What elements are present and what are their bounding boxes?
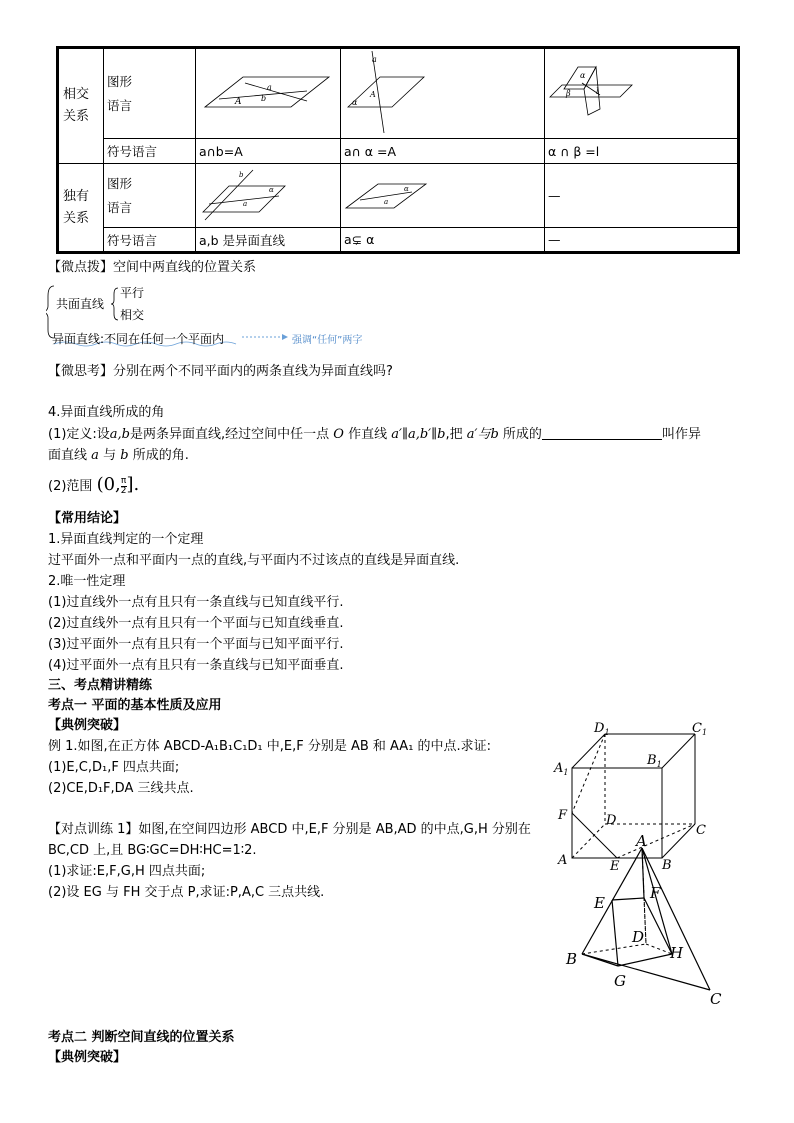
math: ]. <box>126 474 140 495</box>
vertex-E: E <box>594 894 605 912</box>
training1-line2: BC,CD 上,且 BG∶GC=DH∶HC=1∶2. <box>48 843 257 858</box>
vertex-D: D <box>606 813 617 828</box>
common-item: (2)过直线外一点有且只有一个平面与已知直线垂直. <box>48 616 344 631</box>
symbol-cell: a,b 是异面直线 <box>196 228 341 253</box>
micro-title: 【微点拨】空间中两直线的位置关系 <box>48 260 257 275</box>
label-l: l <box>596 87 599 96</box>
figure-label: 图形 <box>107 73 133 89</box>
text: (1)定义:设 <box>48 427 110 442</box>
text: 所成的角. <box>132 448 189 463</box>
symbol-cell: α ∩ β =l <box>545 139 739 164</box>
common-title: 【常用结论】 <box>48 511 127 526</box>
numerator: π <box>120 476 127 486</box>
group-label: 关系 <box>63 109 90 124</box>
common-item: (1)过直线外一点有且只有一条直线与已知直线平行. <box>48 595 344 610</box>
intersect-lines-figure <box>199 49 339 135</box>
common-item: (4)过平面外一点有且只有一条直线与已知平面垂直. <box>48 658 344 673</box>
answer-blank[interactable] <box>542 427 662 440</box>
label-A: A <box>235 97 242 107</box>
figure-label: 图形 <box>107 175 133 191</box>
label-alpha: α <box>352 98 358 107</box>
math: a′与b <box>466 427 499 442</box>
common-item: (3)过平面外一点有且只有一个平面与已知平面平行. <box>48 637 344 652</box>
figure-cell <box>196 48 341 139</box>
relation-table <box>56 46 740 254</box>
vertex-H: H <box>670 944 684 962</box>
vertex-A1: $A_1$ <box>554 761 569 777</box>
symbol-cell: — <box>545 228 739 253</box>
label-A: A <box>370 90 376 99</box>
figure-label: 语言 <box>107 199 133 215</box>
sec4-definition <box>48 423 701 442</box>
coplanar-label: 共面直线 <box>56 297 105 311</box>
symbol-cell: a∩ α =A <box>341 139 545 164</box>
vertex-C1: $C_1$ <box>692 721 708 737</box>
vertex-F: F <box>650 884 661 902</box>
vertex-G: G <box>614 972 626 990</box>
label-alpha: α <box>269 186 274 194</box>
figure-label: 语言 <box>107 97 133 113</box>
line-plane-intersect-figure <box>344 49 544 135</box>
label-alpha: α <box>404 185 409 193</box>
vertex-F: F <box>558 808 568 823</box>
text: 作直线 <box>348 427 388 442</box>
group-intersect <box>58 48 104 164</box>
label-alpha: α <box>580 71 586 80</box>
figure-label-cell <box>104 164 196 228</box>
text: ,把 <box>445 427 463 442</box>
figure-label-cell <box>104 48 196 139</box>
group-label: 独有 <box>63 188 90 204</box>
label-b: b <box>239 171 244 179</box>
sec4-title: 4.异面直线所成的角 <box>48 405 165 420</box>
vertex-E: E <box>610 859 620 874</box>
symbol-cell: a⊊ α <box>341 228 545 253</box>
example1-line2: (1)E,C,D₁,F 四点共面; <box>48 760 180 775</box>
emphasis-note: 强调“任何”两字 <box>292 335 363 346</box>
group-unique <box>58 164 104 253</box>
vertex-C: C <box>710 990 722 1008</box>
training1-line3: (1)求证:E,F,G,H 四点共面; <box>48 864 206 879</box>
vertex-D: D <box>632 928 645 946</box>
plane-plane-intersect-figure <box>548 49 737 135</box>
example1-line1: 例 1.如图,在正方体 ABCD-A₁B₁C₁D₁ 中,E,F 分别是 AB 和 AA₁ 的中点.求证: <box>48 739 492 754</box>
text: 面直线 <box>48 448 88 463</box>
common-t2: 2.唯一性定理 <box>48 574 126 589</box>
vertex-A: A <box>558 853 568 868</box>
figure-cell <box>341 48 545 139</box>
training1-line4: (2)设 EG 与 FH 交于点 P,求证:P,A,C 三点共线. <box>48 885 325 900</box>
symbol-cell: a∩b=A <box>196 139 341 164</box>
section3-title: 三、考点精讲精练 <box>48 678 153 693</box>
label-b: b <box>261 94 267 103</box>
math: (0, <box>96 474 121 495</box>
example1-line3: (2)CE,D₁F,DA 三线共点. <box>48 781 194 796</box>
dash-cell: — <box>545 164 739 228</box>
common-t1: 1.异面直线判定的一个定理 <box>48 532 204 547</box>
figure-cell <box>545 48 739 139</box>
label-beta: β <box>566 89 571 98</box>
typical2-title: 【典例突破】 <box>48 1050 127 1065</box>
group-label: 相交 <box>63 87 90 102</box>
vertex-B1: $B_1$ <box>647 753 662 769</box>
micro-think: 【微思考】分别在两个不同平面内的两条直线为异面直线吗? <box>48 364 393 379</box>
figure-cell <box>341 164 545 228</box>
math: O <box>333 427 344 442</box>
symbol-label: 符号语言 <box>104 228 196 253</box>
label-a: a <box>384 198 389 206</box>
vertex-C: C <box>696 823 706 838</box>
label-a: a <box>243 200 248 208</box>
vertex-A: A <box>636 832 647 850</box>
math: a <box>91 448 99 463</box>
kp1-title: 考点一 平面的基本性质及应用 <box>48 698 222 713</box>
label-a: a <box>372 55 377 64</box>
kp2-title: 考点二 判断空间直线的位置关系 <box>48 1030 235 1045</box>
math: b <box>120 448 129 463</box>
intersect-label: 相交 <box>120 308 145 322</box>
math: a,b <box>109 427 131 442</box>
training1-line1: 【对点训练 1】如图,在空间四边形 ABCD 中,E,F 分别是 AB,AD 的中点,G,H 分别在 <box>48 822 531 837</box>
vertex-B: B <box>566 950 578 968</box>
skew-lines-figure <box>199 164 339 224</box>
line-in-plane-figure <box>344 164 544 224</box>
label-a: a <box>267 83 272 92</box>
figure-cell <box>196 164 341 228</box>
text: (2)范围 <box>48 479 93 494</box>
vertex-D1: $D_1$ <box>594 721 610 737</box>
tetrahedron-figure <box>560 832 740 1012</box>
text: 叫作异 <box>661 427 701 442</box>
skew-label: 异面直线:不同在任何一个平面内 <box>52 332 225 346</box>
text: 与 <box>103 448 117 463</box>
sec4-range <box>48 474 139 496</box>
denominator: 2 <box>120 486 127 496</box>
symbol-label: 符号语言 <box>104 139 196 164</box>
text: 是两条异面直线,经过空间中任一点 <box>130 427 330 442</box>
typical-title: 【典例突破】 <box>48 718 127 733</box>
common-t1-body: 过平面外一点和平面内一点的直线,与平面内不过该点的直线是异面直线. <box>48 553 460 568</box>
math: a′∥a,b′∥b <box>391 427 446 442</box>
text: 所成的 <box>502 427 542 442</box>
sec4-definition-cont <box>48 444 189 463</box>
group-label: 关系 <box>63 210 90 226</box>
vertex-B: B <box>662 858 672 873</box>
parallel-label: 平行 <box>120 286 145 300</box>
